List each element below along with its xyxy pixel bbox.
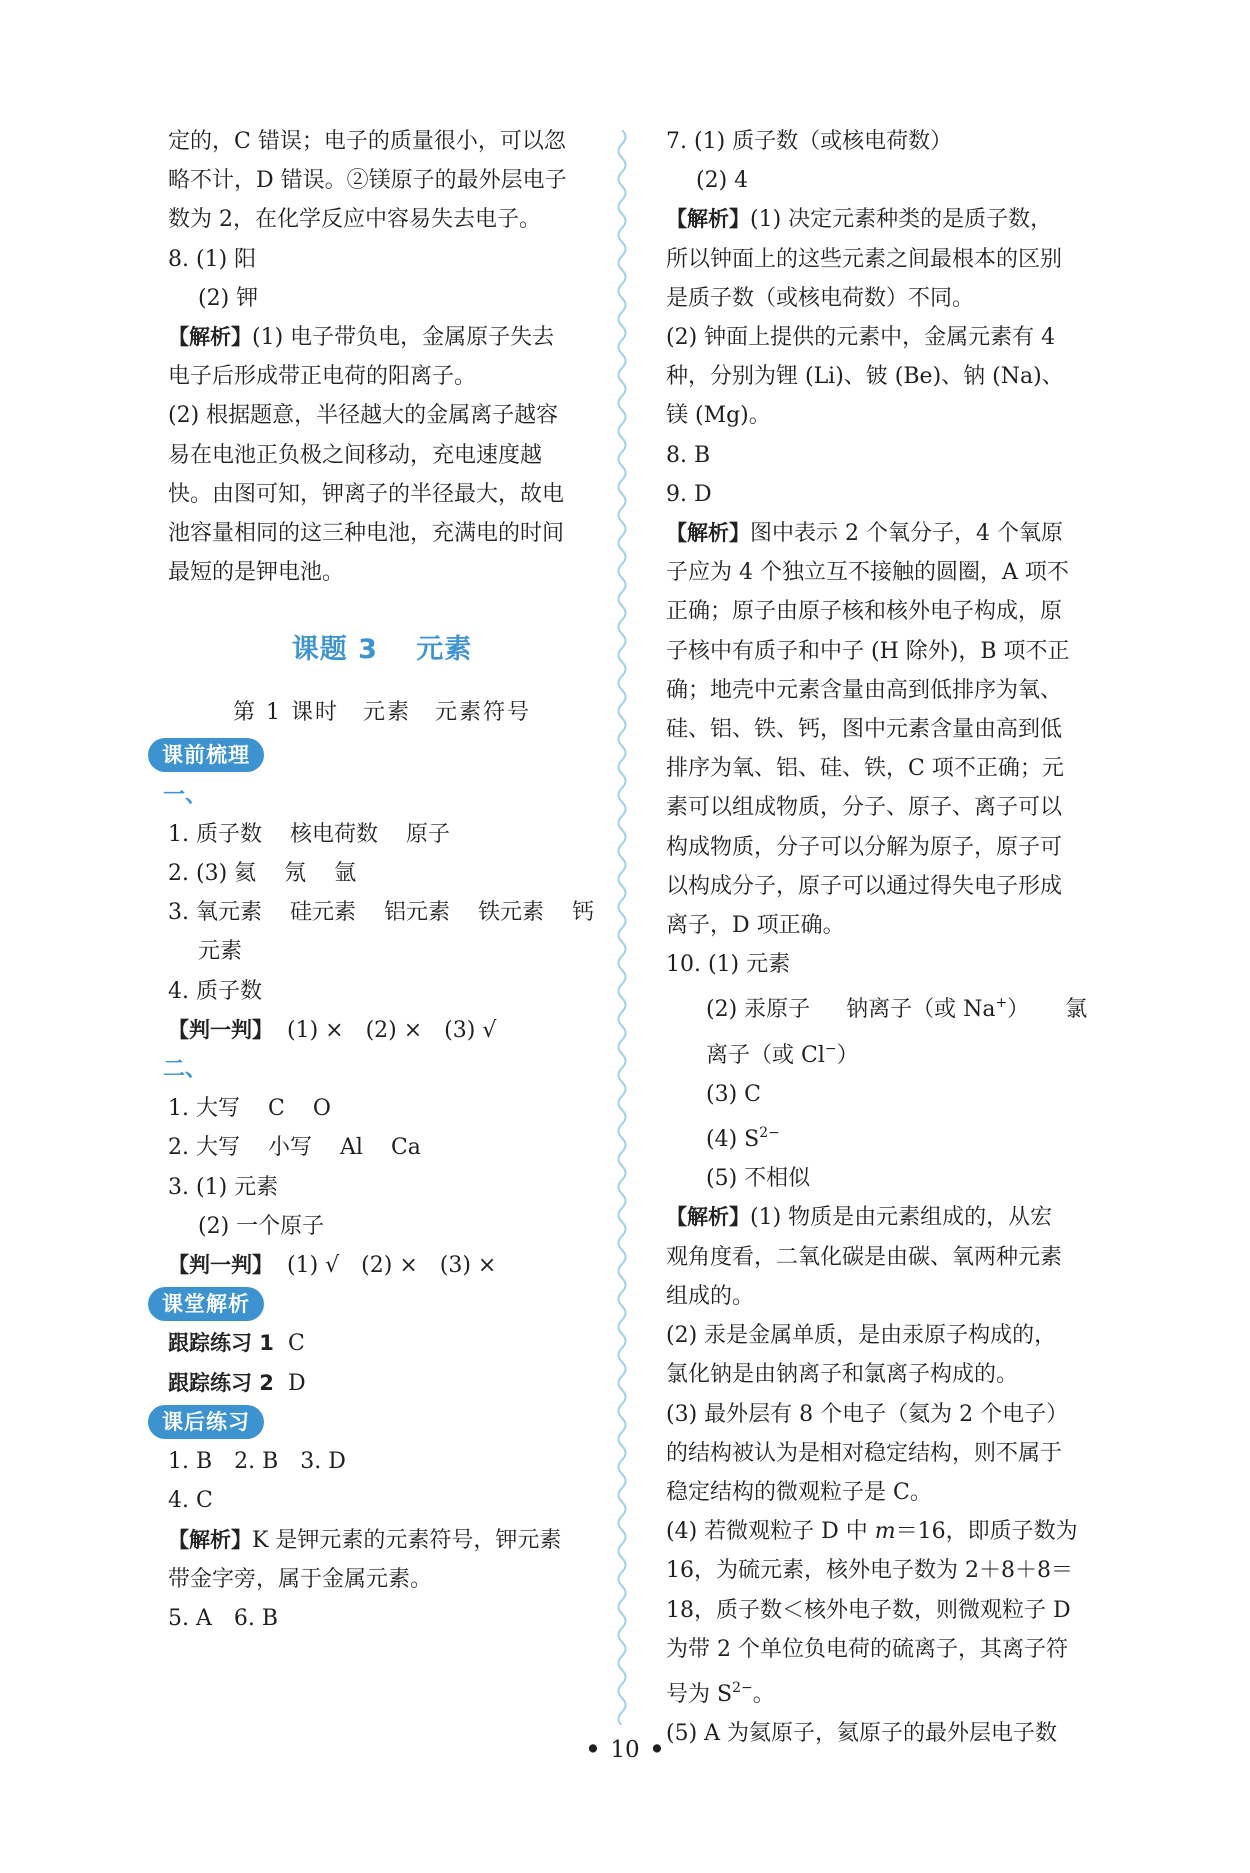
answer-line: (2) 一个原子 [198, 1213, 325, 1239]
track-practice-2: 跟踪练习 2 D [168, 1370, 306, 1396]
text-line: 最短的是钾电池。 [168, 560, 345, 586]
text-line: 确；地壳中元素含量由高到低排序为氧、 [666, 677, 1063, 703]
text-line: (3) 最外层有 8 个电子（氦为 2 个电子） [666, 1401, 1069, 1427]
text-line: 电子后形成带正电荷的阳离子。 [168, 364, 477, 390]
text-line: 16，为硫元素，核外电子数为 2＋8＋8＝ [666, 1558, 1073, 1584]
answer-7-1: 7. (1) 质子数（或核电荷数） [666, 129, 953, 154]
page-number: 10 [610, 1737, 640, 1763]
answer-8-1: 8. (1) 阳 [168, 246, 257, 272]
page-footer [0, 1736, 1250, 1763]
badge-in-class: 课堂解析 [168, 1285, 596, 1324]
answer-8-2: (2) 钾 [198, 285, 259, 311]
text-line: 为带 2 个单位负电荷的硫离子，其离子符 [666, 1636, 1068, 1662]
answer-line: 5. A 6. B [168, 1605, 279, 1631]
text-line: 快。由图可知，钾离子的半径最大，故电 [168, 481, 565, 507]
bullet-right: • [649, 1736, 665, 1763]
text-line: 排序为氧、铝、硅、铁，C 项不正确；元 [666, 756, 1064, 782]
text-line: 定的，C 错误；电子的质量很小，可以忽 [168, 129, 566, 154]
text-line: 以构成分子，原子可以通过得失电子形成 [666, 873, 1063, 899]
answer-line: 1. 质子数 核电荷数 原子 [168, 821, 451, 847]
answer-line: 4. 质子数 [168, 978, 262, 1004]
text-line: 离子，D 项正确。 [666, 913, 845, 939]
text-line: 素可以组成物质，分子、原子、离子可以 [666, 795, 1063, 821]
answer-10-4: (4) $S^{2-}$ [706, 1125, 780, 1153]
analysis-7-1: 【解析】(1) 决定元素种类的是质子数， [666, 207, 1053, 233]
judge-label: 【判一判】 [168, 1253, 273, 1278]
text-line: 数为 2，在化学反应中容易失去电子。 [168, 207, 541, 233]
text-line: (4) 若微观粒子 D 中 m＝16，即质子数为 [666, 1519, 1078, 1545]
analysis-9: 【解析】图中表示 2 个氧分子，4 个氧原 [666, 521, 1063, 547]
judge-line: 【判一判】 (1) √ (2) × (3) × [168, 1253, 497, 1279]
answer-line: 4. C [168, 1488, 213, 1514]
right-column [666, 122, 1098, 1753]
text-line: (2) 钟面上提供的元素中，金属元素有 4 [666, 325, 1056, 351]
text-line: 子核中有质子和中子 (H 除外)，B 项不正 [666, 638, 1070, 664]
text-line: 所以钟面上的这些元素之间最根本的区别 [666, 246, 1063, 272]
lesson-title: 第 1 课时 元素 元素符号 [233, 700, 531, 726]
text-line: 是质子数（或核电荷数）不同。 [666, 285, 975, 311]
text-line: 种，分别为锂 (Li)、铍 (Be)、钠 (Na)、 [666, 364, 1064, 390]
left-column [162, 122, 596, 1638]
text-line: 子应为 4 个独立互不接触的圆圈，A 项不 [666, 560, 1069, 586]
text-line: 略不计，D 错误。②镁原子的最外层电子 [168, 168, 567, 194]
bullet-left: • [585, 1736, 601, 1763]
answer-line: 3. 氧元素 硅元素 铝元素 铁元素 钙 [168, 900, 595, 926]
text-line: 的结构被认为是相对稳定结构，则不属于 [666, 1440, 1063, 1466]
text-line: 稳定结构的微观粒子是 C。 [666, 1479, 932, 1505]
answer-line: 1. B 2. B 3. D [168, 1449, 346, 1475]
answer-10-5: (5) 不相似 [706, 1166, 811, 1192]
text-line: 18，质子数＜核外电子数，则微观粒子 D [666, 1597, 1071, 1623]
text-line: 正确；原子由原子核和核外电子构成，原 [666, 599, 1063, 625]
section-title: 课题 3 元素 [291, 634, 473, 666]
badge-post-class: 课后练习 [168, 1403, 596, 1442]
text-line: 构成物质，分子可以分解为原子，原子可 [666, 834, 1063, 860]
answer-line: 元素 [198, 939, 243, 965]
text-line: (2) 汞是金属单质，是由汞原子构成的， [666, 1323, 1057, 1349]
judge-label: 【判一判】 [168, 1017, 273, 1042]
text-line: 镁 (Mg)。 [666, 403, 771, 429]
answer-line: 2. (3) 氦 氖 氩 [168, 861, 357, 887]
answer-line: 1. 大写 C O [168, 1096, 331, 1122]
text-line: (2) 根据题意，半径越大的金属离子越容 [168, 403, 559, 429]
text-line: 号为 $S^{2-}$。 [666, 1679, 775, 1707]
text-line: 带金字旁，属于金属元素。 [168, 1566, 433, 1592]
text-line: 氯化钠是由钠离子和氯离子构成的。 [666, 1362, 1019, 1388]
text-line: 易在电池正负极之间移动，充电速度越 [168, 442, 543, 468]
answer-10-3: (3) C [706, 1081, 761, 1107]
analysis-label: 【解析】 [168, 325, 252, 350]
text-line: 硅、铝、铁、钙，图中元素含量由高到低 [666, 717, 1063, 743]
answer-9: 9. D [666, 481, 712, 507]
answer-line: 3. (1) 元素 [168, 1174, 279, 1200]
answer-10-1: 10. (1) 元素 [666, 952, 791, 978]
answer-10-2-cont: 离子（或 Cl−） [706, 1040, 859, 1068]
subhead-one: 一、 [163, 782, 208, 808]
track-practice-1: 跟踪练习 1 C [168, 1331, 305, 1357]
subhead-two: 二、 [163, 1057, 208, 1083]
analysis-8-1: 【解析】(1) 电子带负电，金属原子失去 [168, 325, 555, 351]
answer-7-2: (2) 4 [696, 168, 749, 194]
analysis-10-1: 【解析】(1) 物质是由元素组成的，从宏 [666, 1205, 1053, 1231]
answer-line: 2. 大写 小写 Al Ca [168, 1135, 421, 1161]
text-line: 组成的。 [666, 1283, 755, 1309]
answer-8: 8. B [666, 442, 711, 468]
text-line: 池容量相同的这三种电池，充满电的时间 [168, 521, 565, 547]
text-line: 观角度看，二氧化碳是由碳、氧两种元素 [666, 1244, 1063, 1270]
wavy-divider [610, 130, 634, 1725]
analysis-4: 【解析】K 是钾元素的元素符号，钾元素 [168, 1527, 562, 1553]
text-line: (5) A 为氦原子，氦原子的最外层电子数 [666, 1721, 1058, 1747]
judge-line: 【判一判】 (1) × (2) × (3) √ [168, 1017, 497, 1043]
badge-pre-class: 课前梳理 [168, 736, 596, 775]
answer-10-2: (2) 汞原子 钠离子（或 Na+） 氯 [706, 995, 1088, 1023]
